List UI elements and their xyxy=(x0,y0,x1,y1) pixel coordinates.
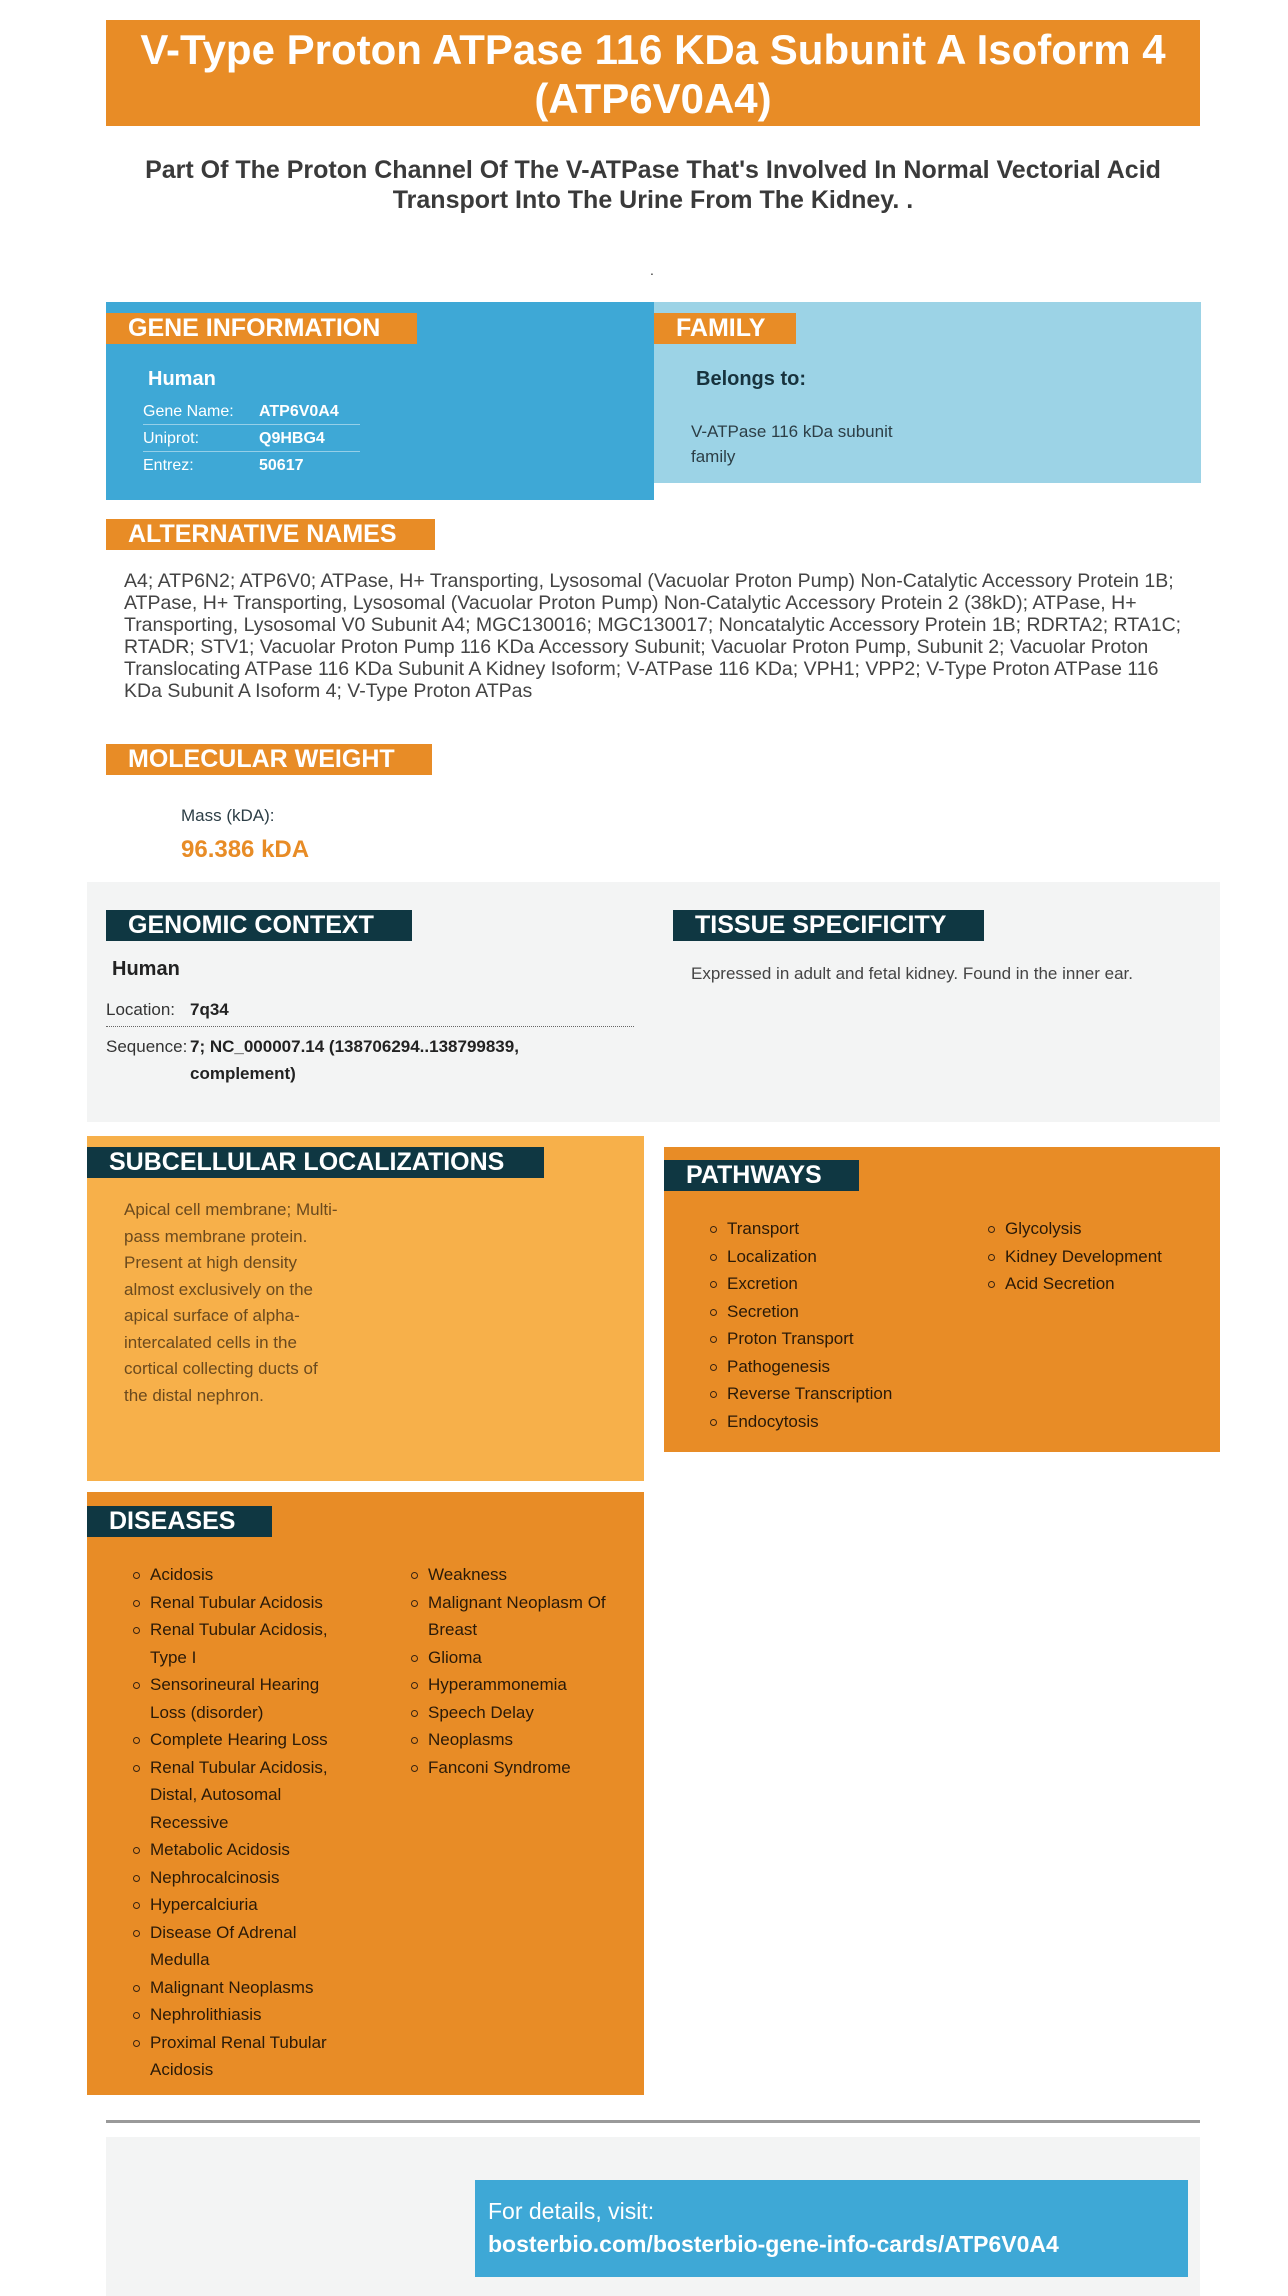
pathways-label: PATHWAYS xyxy=(664,1160,859,1191)
diseases-label: DISEASES xyxy=(87,1506,272,1537)
disease-item: Speech Delay xyxy=(411,1699,626,1727)
mass-label: Mass (kDA): xyxy=(181,806,275,825)
disease-item: Disease Of Adrenal Medulla xyxy=(133,1919,348,1974)
family-text: V-ATPase 116 kDa subunit family xyxy=(691,422,893,466)
disease-item: Malignant Neoplasms xyxy=(133,1974,348,2002)
disease-item: Glioma xyxy=(411,1644,626,1672)
gene-info-value: 50617 xyxy=(259,457,304,474)
gene-info-value: Q9HBG4 xyxy=(259,430,325,447)
entrez-row xyxy=(143,452,360,479)
sequence-value: 7; NC_000007.14 (138706294..138799839, complement) xyxy=(190,1037,519,1083)
disease-item: Nephrocalcinosis xyxy=(133,1864,348,1892)
gene-info-table xyxy=(143,398,360,479)
gene-species: Human xyxy=(148,368,216,390)
uniprot-row xyxy=(143,425,360,452)
disease-item: Renal Tubular Acidosis, Distal, Autosomal Recessive xyxy=(133,1754,348,1837)
genomic-species: Human xyxy=(112,958,180,980)
gene-info-key: Gene Name: xyxy=(143,403,234,420)
disease-item: Hypercalciuria xyxy=(133,1891,348,1919)
location-value: 7q34 xyxy=(190,1000,229,1019)
pathway-item: Pathogenesis xyxy=(710,1353,960,1381)
gene-info-key: Uniprot: xyxy=(143,430,200,447)
pathway-item: Localization xyxy=(710,1243,960,1271)
sequence-row xyxy=(106,1033,634,1087)
family-heading: Belongs to: xyxy=(696,368,806,390)
subcellular-text: Apical cell membrane; Multi-pass membrane protein. Present at high density almost exclusively on the apical surface of alpha-intercalated cells in the cortical collecting ducts of the distal nephron. xyxy=(124,1200,338,1405)
pathway-item: Glycolysis xyxy=(988,1215,1198,1243)
details-box xyxy=(475,2180,1188,2277)
disease-item: Nephrolithiasis xyxy=(133,2001,348,2029)
molecular-weight-label: MOLECULAR WEIGHT xyxy=(106,744,432,775)
location-key: Location: xyxy=(106,1000,175,1019)
pathway-item: Excretion xyxy=(710,1270,960,1298)
disease-item: Acidosis xyxy=(133,1561,348,1589)
gene-name-row xyxy=(143,398,360,425)
disease-item: Renal Tubular Acidosis, Type I xyxy=(133,1616,348,1671)
pathway-item: Proton Transport xyxy=(710,1325,960,1353)
disease-item: Hyperammonemia xyxy=(411,1671,626,1699)
gene-info-value: ATP6V0A4 xyxy=(259,403,339,420)
page-title: V-Type Proton ATPase 116 KDa Subunit A Isoform 4 (ATP6V0A4) xyxy=(106,20,1200,126)
separator-dot: . xyxy=(650,262,654,278)
pathways-list-1 xyxy=(710,1215,960,1435)
location-row xyxy=(106,998,634,1027)
pathway-item: Kidney Development xyxy=(988,1243,1198,1271)
disease-item: Malignant Neoplasm Of Breast xyxy=(411,1589,626,1644)
pathway-item: Endocytosis xyxy=(710,1408,960,1436)
diseases-list-2 xyxy=(411,1561,626,1781)
disease-item: Complete Hearing Loss xyxy=(133,1726,348,1754)
pathway-item: Acid Secretion xyxy=(988,1270,1198,1298)
tissue-specificity-label: TISSUE SPECIFICITY xyxy=(673,910,984,941)
tissue-specificity-text: Expressed in adult and fetal kidney. Found in the inner ear. xyxy=(691,964,1133,983)
details-link[interactable]: bosterbio.com/bosterbio-gene-info-cards/ATP6V0A4 xyxy=(488,2231,1059,2257)
genomic-context-label: GENOMIC CONTEXT xyxy=(106,910,412,941)
pathway-item: Transport xyxy=(710,1215,960,1243)
footer-divider xyxy=(106,2120,1200,2123)
gene-summary: Part Of The Proton Channel Of The V-ATPase That's Involved In Normal Vectorial Acid Transport Into The Urine From The Kidney. . xyxy=(145,156,1161,214)
disease-item: Weakness xyxy=(411,1561,626,1589)
disease-item: Fanconi Syndrome xyxy=(411,1754,626,1782)
disease-item: Proximal Renal Tubular Acidosis xyxy=(133,2029,348,2084)
details-label: For details, visit: xyxy=(488,2198,655,2224)
disease-item: Sensorineural Hearing Loss (disorder) xyxy=(133,1671,348,1726)
pathway-item: Secretion xyxy=(710,1298,960,1326)
sequence-key: Sequence: xyxy=(106,1037,188,1056)
disease-item: Renal Tubular Acidosis xyxy=(133,1589,348,1617)
alternative-names-label: ALTERNATIVE NAMES xyxy=(106,519,435,550)
diseases-list-1 xyxy=(133,1561,348,2084)
family-label: FAMILY xyxy=(654,313,796,344)
pathways-list-2 xyxy=(988,1215,1198,1298)
disease-item: Metabolic Acidosis xyxy=(133,1836,348,1864)
alternative-names-text: A4; ATP6N2; ATP6V0; ATPase, H+ Transporting, Lysosomal (Vacuolar Proton Pump) Non-Catalytic Accessory Protein 1B; ATPase, H+ Transporting, Lysosomal (Vacuolar Proton Pump) Non-Catalytic Accessory Protein 2 (38kD); ATPase, H+ Transporting, Lysosomal V0 Subunit A4; MGC130016; MGC130017; Noncatalytic Accessory Protein 1B; RDRTA2; RTA1C; RTADR; STV1; Vacuolar Proton Pump 116 KDa Accessory Subunit; Vacuolar Proton Pump, Subunit 2; Vacuolar Proton Translocating ATPase 116 KDa Subunit A Kidney Isoform; V-ATPase 116 KDa; VPH1; VPP2; V-Type Proton ATPase 116 KDa Subunit A Isoform 4; V-Type Proton ATPas xyxy=(124,570,1182,702)
mass-value: 96.386 kDA xyxy=(181,836,310,863)
gene-information-label: GENE INFORMATION xyxy=(106,313,417,344)
gene-info-key: Entrez: xyxy=(143,457,194,474)
disease-item: Neoplasms xyxy=(411,1726,626,1754)
subcellular-localizations-label: SUBCELLULAR LOCALIZATIONS xyxy=(87,1147,544,1178)
pathway-item: Reverse Transcription xyxy=(710,1380,960,1408)
